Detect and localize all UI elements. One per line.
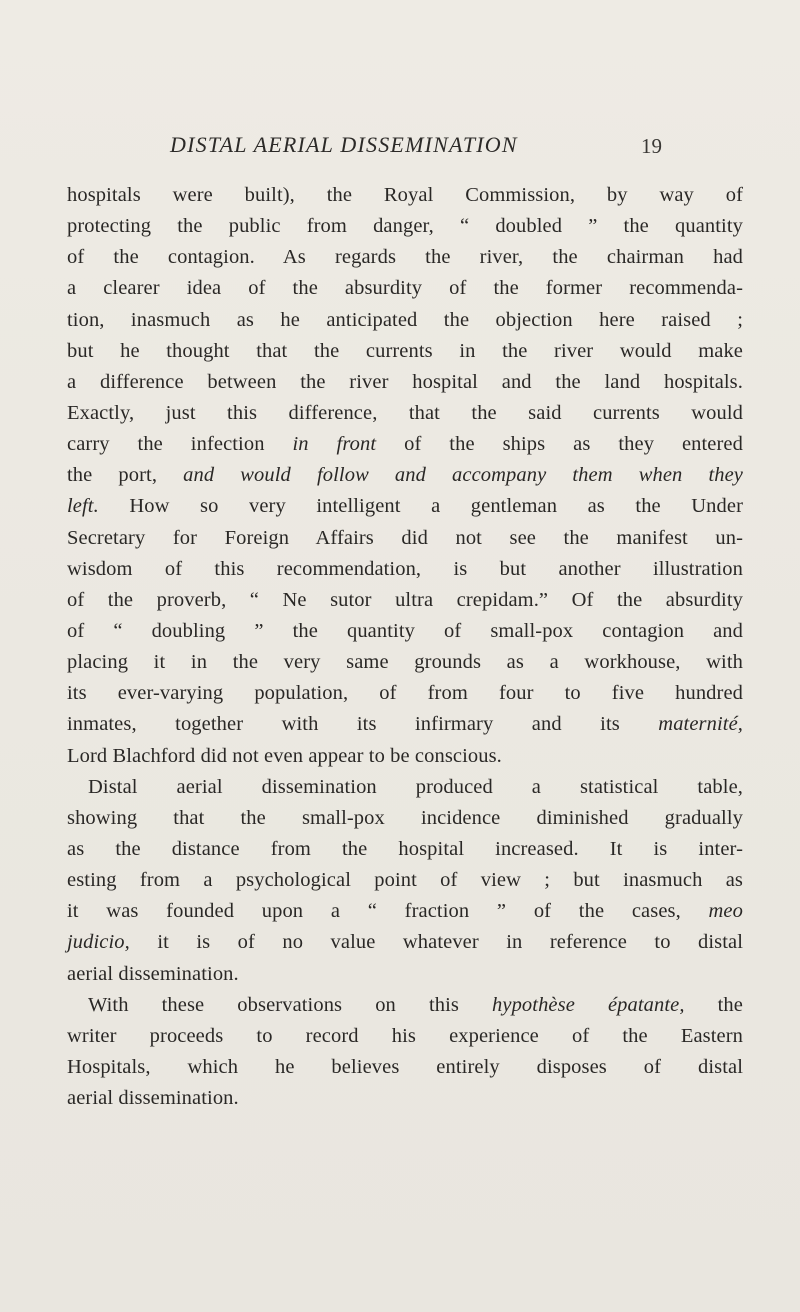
text-run: inmates, together with its infirmary and its [67,713,659,736]
running-head-title: DISTAL AERIAL DISSEMINATION [170,132,518,157]
text-line: a difference between the river hospital and the land hospitals. [67,370,743,393]
text-run: the [684,993,743,1016]
text-line: but he thought that the currents in the river would make [67,339,743,362]
text-line: writer proceeds to record his experience of the Eastern [67,1024,743,1047]
text-line: hospitals were built), the Royal Commission, by way of [67,184,743,206]
text-line: its ever-varying population, of from four to five hundred [67,682,743,705]
text-line [67,491,743,522]
text-run: it is of no value whatever in reference to distal [129,931,743,954]
text-run: With these observations on this [88,993,493,1016]
text-line: showing that the small-pox incidence diminished gradually [67,806,743,829]
text-line: Hospitals, which he believes entirely disposes of distal [67,1055,743,1078]
text-line: esting from a psychological point of view ; but inasmuch as [67,869,743,892]
text-line: as the distance from the hospital increased. It is inter- [67,837,743,860]
text-line [67,460,743,491]
italic-text: judicio, [67,931,130,954]
text-line [67,896,743,927]
italic-text: and would follow and accompany them when they [183,464,743,487]
text-line: of the proverb, “ Ne sutor ultra crepidam.” Of the absurdity [67,588,743,611]
paragraph-first-line [67,990,743,1021]
text-line: of the contagion. As regards the river, the chairman had [67,246,743,269]
italic-text: maternité, [658,713,743,736]
text-line: placing it in the very same grounds as a workhouse, with [67,651,743,674]
italic-text: left. [67,495,99,518]
text-line [67,709,743,740]
body-text [67,180,743,1114]
text-line: aerial dissemination. [67,1087,239,1110]
text-run: of the ships as they entered [376,433,743,456]
italic-text: meo [708,900,743,923]
italic-text: in front [292,433,377,456]
text-line: Exactly, just this difference, that the said currents would [67,401,743,424]
text-line: Lord Blachford did not even appear to be conscious. [67,744,502,767]
text-line: Secretary for Foreign Affairs did not see the manifest un- [67,526,743,549]
text-run: it was founded upon a “ fraction ” of the cases, [67,900,709,923]
text-line: wisdom of this recommendation, is but another illustration [67,557,743,580]
text-line: a clearer idea of the absurdity of the former recommenda- [67,277,743,300]
page-number: 19 [641,134,662,158]
italic-text: hypothèse épatante, [492,993,685,1016]
running-head [0,132,800,168]
text-run: carry the infection [67,433,293,456]
text-line: tion, inasmuch as he anticipated the objection here raised ; [67,308,743,331]
text-line: of “ doubling ” the quantity of small-pox contagion and [67,619,743,642]
text-line [67,927,743,958]
text-run: How so very intelligent a gentleman as the Under [98,495,743,518]
text-line [67,429,743,460]
text-run: the port, [67,464,184,487]
paragraph-first-line: Distal aerial dissemination produced a statistical table, [88,775,743,798]
text-line: aerial dissemination. [67,962,239,985]
text-line: protecting the public from danger, “ doubled ” the quantity [67,215,743,238]
